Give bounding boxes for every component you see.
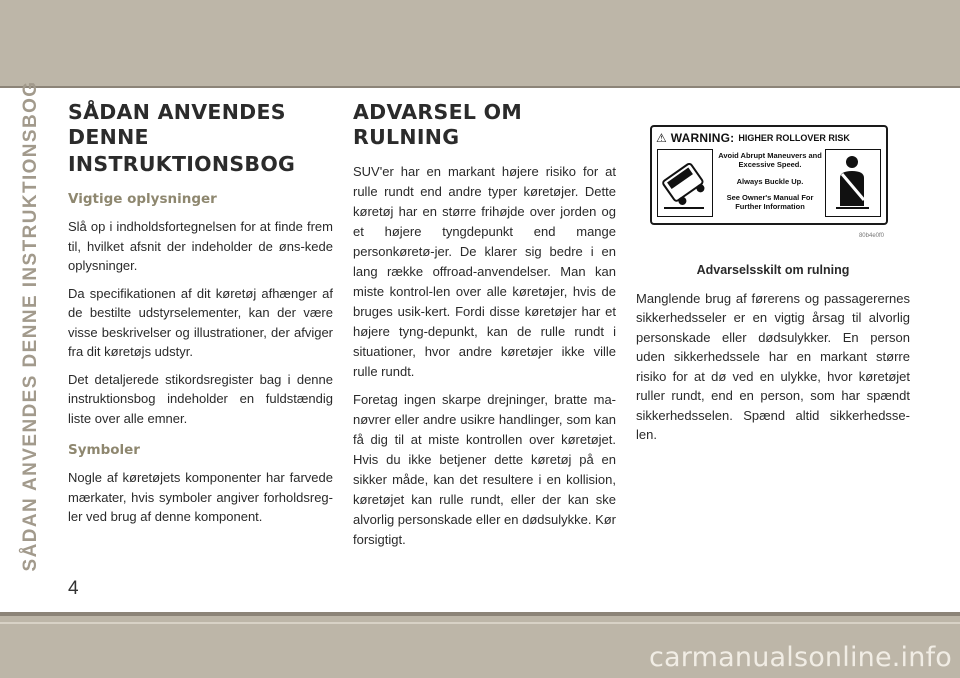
seatbelt-icon — [825, 149, 881, 217]
rollover-warning-sign — [650, 125, 888, 225]
section-title-line1: SÅDAN ANVENDES DENNE — [68, 100, 286, 149]
column-middle — [353, 100, 616, 558]
warning-triangle-icon: ⚠ — [656, 131, 667, 145]
subheading-important-info: Vigtige oplysninger — [68, 191, 217, 207]
paragraph: Slå op i indholdsfortegnelsen for at finde frem til, hvilket afsnit der indeholder de øns-kede oplysninger. — [68, 219, 333, 273]
paragraph: SUV'er har en markant højere risiko for at rulle rundt end andre typer køretøjer. Dette køretøj har en større frihøjde over jorden og et højere tyngdepunkt end mange personkøretø-jer. De klarer sig bedre i en lang række offroad-anvendelser. Man kan miste kontrol-len over alle køretøjer, hvis de bruges usik-kert. Fordi disse køretøjer har et højere tyng-depunkt, kan de rulle rundt i situationer, hvor andre køretøjer ikke ville rulle rundt. — [353, 164, 616, 379]
warning-line-buckle: Always Buckle Up. — [736, 177, 804, 186]
rollover-title: ADVARSEL OM RULNING — [353, 100, 523, 149]
warning-sign-header — [656, 131, 882, 145]
section-title-line2: INSTRUKTIONSBOG — [68, 152, 296, 176]
image-code: 80b4e0f0 — [858, 233, 884, 239]
column-right — [636, 100, 910, 453]
rollover-vehicle-icon — [657, 149, 713, 217]
paragraph: Manglende brug af førerens og passagerernes sikkerhedsseler er en vigtig årsag til alvorlig personskade eller dødsulykker. En person uden sikkerhedssele har en markant større risiko for at dø ved en ulykke, hvor køretøjet ruller rundt, end en person, som har spændt sikkerhedsselen. Spænd altid sikkerhedsse-len. — [636, 290, 910, 442]
footer-rule-light — [0, 622, 960, 624]
figure-caption: Advarselsskilt om rulning — [696, 262, 850, 277]
warning-line-manual: See Owner's Manual For Further Information — [726, 193, 814, 211]
paragraph: Foretag ingen skarpe drejninger, bratte ma-nøvrer eller andre usikre handlinger, som kan få dig til at miste kontrollen over køretøjet. Hvis du ikke betjener dette køretøj på en sikker måde, kan det resultere i en kollision, køretøjet kan rulle rundt, eller der kan ske alvorlig personskade eller en dødsulykke. Kør forsigtigt. — [353, 392, 617, 547]
subheading-symbols: Symboler — [68, 442, 140, 458]
header-rule — [0, 86, 960, 88]
column-left — [68, 100, 333, 535]
page-number: 4 — [68, 578, 79, 599]
footer-rule — [0, 612, 960, 616]
paragraph: Da specifikationen af dit køretøj afhænger af de bestilte udstyrselementer, kan der være visse beskrivelser og illustrationer, der afviger fra dit køretøjs udstyr. — [68, 285, 333, 359]
section-side-tab: SÅDAN ANVENDES DENNE INSTRUKTIONSBOG — [20, 80, 41, 572]
header-band — [0, 0, 960, 86]
warning-risk-text: HIGHER ROLLOVER RISK — [738, 133, 850, 143]
warning-word: WARNING: — [670, 131, 735, 145]
warning-line-maneuvers: Avoid Abrupt Maneuvers and Excessive Speed. — [718, 151, 822, 169]
watermark: carmanualsonline.info — [649, 642, 952, 673]
paragraph: Nogle af køretøjets komponenter har farvede mærkater, hvis symboler angiver forholdsreg-ler ved brug af denne komponent. — [68, 470, 333, 524]
paragraph: Det detaljerede stikordsregister bag i denne instruktionsbog indeholder en fuldstændig liste over alle emner. — [68, 371, 333, 426]
